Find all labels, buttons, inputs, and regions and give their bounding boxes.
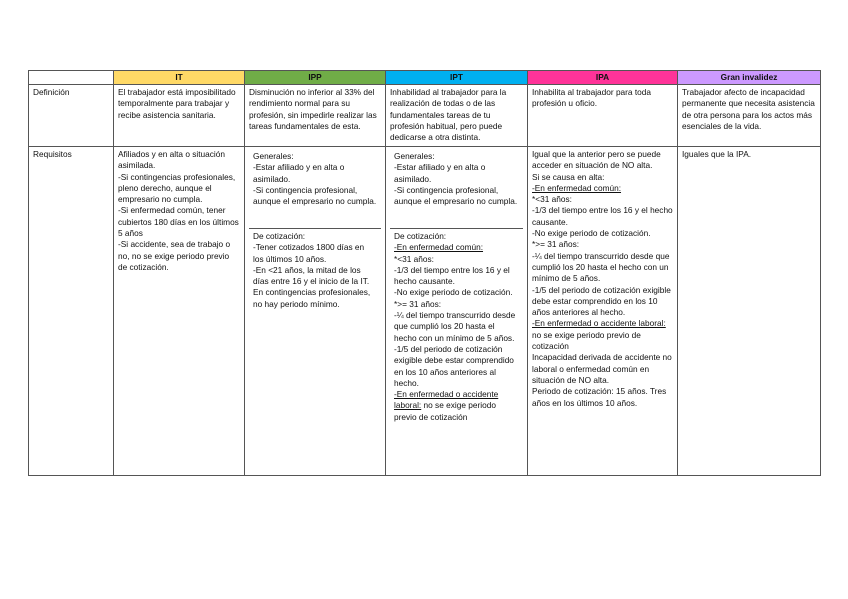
text-line: Generales: (253, 151, 294, 161)
text-line: Si se causa en alta: (532, 171, 605, 182)
text-line: -Si accidente, sea de trabajo o no, no se exige periodo previo de cotización. (118, 239, 231, 272)
text-line: -En <21 años, la mitad de los días entre 16 y el inicio de la IT. En contingencias profesionales, no hay periodo mínimo. (253, 264, 371, 309)
text-line: -Si enfermedad común, tener cubiertos 180 días en los últimos 5 años (118, 205, 239, 239)
row-label-requisitos: Requisitos (29, 147, 114, 476)
header-gran-invalidez: Gran invalidez (678, 71, 821, 85)
definicion-ipa: Inhabilita al trabajador para toda profesión u oficio. (528, 85, 678, 147)
definicion-gran-invalidez: Trabajador afecto de incapacidad permanente que necesita asistencia de otra persona para los actos más esenciales de la vida. (678, 85, 821, 147)
row-requisitos (29, 147, 821, 476)
text-line: -No exige periodo de cotización. (532, 228, 651, 239)
text-line: -1/3 del tiempo entre los 16 y el hecho causante. (394, 264, 510, 287)
text-line: -Estar afiliado y en alta o asimilado. (253, 162, 345, 184)
row-label-definicion: Definición (29, 85, 114, 147)
text-line: *<31 años: (532, 194, 572, 205)
text-line: *>= 31 años: (394, 298, 442, 309)
text-line: -Si contingencia profesional, aunque el empresario no cumpla. (394, 184, 518, 207)
text-line: De cotización: (253, 231, 306, 241)
row-definicion (29, 85, 821, 147)
text-line: *<31 años: (394, 253, 434, 264)
text-line: *>= 31 años: (532, 239, 580, 250)
text-line: -Tener cotizados 1800 días en los últimos 10 años. (253, 242, 365, 264)
requisitos-gran-invalidez: Iguales que la IPA. (678, 147, 821, 476)
ipp-generales (249, 149, 381, 228)
ipt-cotizacion (390, 228, 523, 426)
text-line: De cotización: (394, 231, 447, 241)
header-blank (29, 71, 114, 85)
text-line: -Estar afiliado y en alta o asimilado. (394, 162, 486, 184)
requisitos-it (114, 147, 245, 476)
requisitos-ipa (528, 147, 678, 476)
header-it: IT (114, 71, 245, 85)
text-line: -¼ del tiempo transcurrido desde que cumplió los 20 hasta el hecho con un mínimo de 5 años. (532, 250, 670, 284)
underlined-heading: -En enfermedad o accidente laboral: (532, 318, 666, 329)
text-line: -No exige periodo de cotización. (394, 287, 513, 298)
text-line: -1/5 del periodo de cotización exigible debe estar comprendido en los 10 años anteriores al hecho. (394, 343, 514, 388)
definicion-it: El trabajador está imposibilitado temporalmente para trabajar y recibe asistencia sanitaria. (114, 85, 245, 147)
text-line: Igual que la anterior pero se puede acceder en situación de NO alta. (532, 149, 661, 171)
text-line: -1/3 del tiempo entre los 16 y el hecho causante. (532, 205, 673, 227)
ipp-cotizacion (249, 228, 381, 313)
underlined-heading: -En enfermedad o accidente laboral: (394, 389, 499, 411)
text-line: Generales: (394, 151, 435, 161)
definicion-ipp: Disminución no inferior al 33% del rendimiento normal para su profesión, sin impedirle realizar las tareas fundamentales de esta. (245, 85, 386, 147)
text-line (532, 318, 673, 352)
text-line: Periodo de cotización: 15 años. Tres años en los últimos 10 años. (532, 386, 667, 408)
text-line (394, 389, 519, 423)
requisitos-ipp (245, 147, 386, 476)
ipt-generales (390, 149, 523, 228)
text-line: -Si contingencias profesionales, pleno derecho, aunque el empresario no cumpla. (118, 171, 236, 205)
underlined-heading: -En enfermedad común: (532, 182, 622, 193)
definicion-ipt: Inhabilidad al trabajador para la realización de todas o de las fundamentales tareas de tu profesión habitual, pero puede dedicarse a otra distinta. (386, 85, 528, 147)
header-ipt: IPT (386, 71, 528, 85)
benefits-table (28, 70, 821, 476)
underlined-heading: -En enfermedad común: (394, 242, 484, 253)
text-line: -Si contingencia profesional, aunque el empresario no cumpla. (253, 184, 377, 207)
text-line: Afiliados y en alta o situación asimilada. (118, 149, 226, 171)
header-row (29, 71, 821, 85)
header-ipp: IPP (245, 71, 386, 85)
text-line: -¼ del tiempo transcurrido desde que cumplió los 20 hasta el hecho con un mínimo de 5 años. (394, 310, 516, 343)
text-line: -1/5 del periodo de cotización exigible debe estar comprendido en los 10 años anteriores al hecho. (532, 284, 671, 318)
text-fragment: no se exige periodo previo de cotización (394, 400, 496, 422)
header-ipa: IPA (528, 71, 678, 85)
text-fragment: no se exige periodo previo de cotización (532, 329, 641, 352)
requisitos-ipt (386, 147, 528, 476)
text-line: Incapacidad derivada de accidente no laboral o enfermedad común en situación de NO alta. (532, 352, 672, 385)
